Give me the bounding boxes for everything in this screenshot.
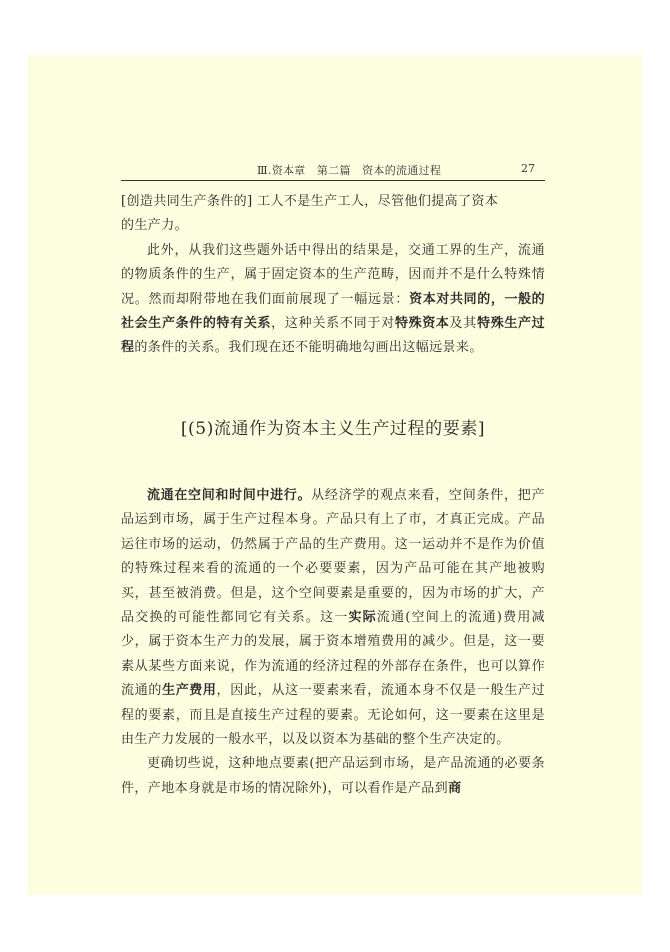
- header-rule: [121, 180, 545, 181]
- running-header-title: Ⅲ.资本章 第二篇 资本的流通过程: [257, 164, 442, 177]
- paragraph-3: [121, 484, 545, 752]
- running-header: [121, 162, 545, 182]
- paragraph-3-bold-2: 实际: [348, 610, 377, 626]
- paragraph-3-text-3: ，因此，从这一要素来看，流通本身不仅是一般生产过程的要素，而且是直接生产过程的要素。无论如何，这一要素在这里是由生产力发展的一般水平，以及以资本为基础的整个生产决定的。: [121, 683, 546, 748]
- paragraph-3-text-2: 流通(空间上的流通)费用减少，属于资本生产力的发展，属于资本增殖费用的减少。但是，这一要素从某些方面来说，作为流通的经济过程的外部存在条件，也可以算作流通的: [121, 610, 545, 699]
- paragraph-3-bold-3: 生产费用: [162, 683, 217, 699]
- text-block-lower: [121, 484, 545, 801]
- paragraph-2: [121, 239, 545, 361]
- paragraph-2-text-1: 此外，从我们这些题外话中得出的结果是，交通工界的生产，流通的物质条件的生产，属于固定资本的生产范畴，因而并不是什么特殊情况。然而却附带地在我们面前展现了一幅远景：: [121, 242, 545, 307]
- paragraph-3-text-1: 从经济学的观点来看，空间条件，把产品运到市场，属于生产过程本身。产品只有上了市，才真正完成。产品运往市场的运动，仍然属于产品的生产费用。这一运动并不是作为价值的特殊过程来看的流通的一个必要要素，因为产品可能在其产地被购买，甚至被消费。但是，这个空间要素是重要的，因为市场的扩大，产品交换的可能性都同它有关系。这一: [121, 488, 545, 626]
- text-block-upper: [121, 190, 545, 361]
- paragraph-1-line-2: 的生产力。: [121, 218, 189, 234]
- paragraph-1-line-1: [创造共同生产条件的] 工人不是生产工人，尽管他们提高了资本: [121, 194, 499, 209]
- paragraph-1: [121, 190, 545, 239]
- paragraph-4-bold-1: 商: [448, 780, 462, 796]
- paragraph-2-text-4: 的条件的关系。我们现在还不能明确地勾画出这幅远景来。: [134, 340, 483, 356]
- paragraph-4: [121, 752, 545, 801]
- paragraph-2-bold-3: 特殊生产过程: [121, 316, 545, 356]
- paragraph-2-bold-2: 特殊资本: [394, 316, 450, 332]
- section-heading: [(5)流通作为资本主义生产过程的要素]: [180, 419, 486, 439]
- paragraph-2-bold-1: 资本对共同的，一般的社会生产条件的特有关系: [121, 291, 545, 332]
- paragraph-2-text-3: 及其: [449, 316, 478, 332]
- paragraph-3-bold-1: 流通在空间和时间中进行。: [147, 488, 312, 503]
- page-number: 27: [521, 162, 535, 175]
- paragraph-2-text-2: ，这种关系不同于对: [271, 316, 395, 332]
- paragraph-4-text-1: 更确切些说，这种地点要素(把产品运到市场，是产品流通的必要条件，产地本身就是市场的情况除外)，可以看作是产品到: [121, 756, 545, 796]
